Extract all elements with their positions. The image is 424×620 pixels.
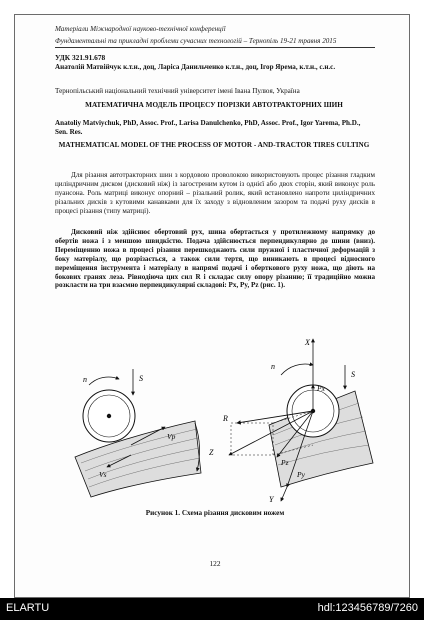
label-y: Y bbox=[269, 495, 274, 504]
udc-code: УДК 321.91.678 bbox=[55, 53, 106, 62]
figure-caption: Рисунок 1. Схема різання дисковим ножем bbox=[145, 509, 285, 517]
running-header-conference: Матеріали Міжнародної науково-технічної конференції bbox=[55, 25, 226, 33]
label-px: Px bbox=[317, 384, 325, 393]
label-x: X bbox=[305, 338, 310, 347]
label-n-right: n bbox=[271, 362, 275, 371]
label-vs: Vs bbox=[99, 470, 107, 479]
label-n-left: n bbox=[83, 375, 87, 384]
label-z: Z bbox=[209, 448, 214, 457]
axis-y bbox=[281, 487, 287, 501]
running-header-topic: Фундаментальні та прикладні проблеми сучасних технологій – Тернопіль 19-21 травня 2015 bbox=[55, 37, 337, 45]
rotation-arrow-right bbox=[281, 364, 313, 375]
title-english: MATHEMATICAL MODEL OF THE PROCESS OF MOTOR - AND-TRACTOR TIRES CULTING bbox=[58, 141, 370, 149]
footer-bar bbox=[0, 598, 424, 620]
paper-page bbox=[14, 14, 410, 598]
cutting-scheme-drawing bbox=[55, 337, 375, 505]
cutting-scheme-figure bbox=[55, 337, 375, 505]
body-paragraph-2: Дисковий ніж здійснює обертовий рух, шина обертається у протилежному напрямку до обертів ножа і з меншою швидкістю. Подача здійснюється перпендикулярно до шини (вниз). Переміщенню ножа в процесі різання перешкоджають сили пружної і пластичної деформацій з боку матеріалу, що розрізається, а також сили тертя, що виникають в процесі відносного переміщення інструмента і матеріалу в напрямі подачі і оберткового руху ножа, що діють на бокових гранях леза. Рівнодіюча цих сил R і складає силу опору різанню; її традиційно можна розкласти на три взаємно перпендикулярні складові: Px, Py, Pz (рис. 1). bbox=[55, 228, 375, 290]
rotation-arrow-left bbox=[89, 377, 119, 385]
left-scheme bbox=[75, 369, 201, 497]
affiliation: Тернопільський національний технічний університет імені Івана Пулюя, Україна bbox=[55, 87, 300, 95]
label-s-right: S bbox=[351, 370, 355, 379]
right-scheme bbox=[209, 338, 373, 504]
label-s-left: S bbox=[139, 374, 143, 383]
label-pz: Pz bbox=[281, 458, 289, 467]
label-vp: Vp bbox=[167, 432, 176, 441]
label-r: R bbox=[223, 414, 228, 423]
header-rule bbox=[55, 47, 375, 48]
page-number: 122 bbox=[209, 559, 221, 568]
footer-handle[interactable]: hdl:123456789/7260 bbox=[317, 602, 418, 614]
title-ukrainian: МАТЕМАТИЧНА МОДЕЛЬ ПРОЦЕСУ ПОРІЗКИ АВТОТРАКТОРНИХ ШИН bbox=[85, 101, 343, 109]
authors-english: Anatoliy Matviychuk, PhD, Assoc. Prof., Larisa Danulchenko, PhD, Assoc. Prof., Igor Yarema, Ph.D., Sen. Res. bbox=[55, 119, 361, 136]
body-paragraph-1: Для різання автотракторних шин з кордовою проволокою використовують процес різання гладким циліндричним диском (дисковий ніж) із загостреним кутом із однієї або двох сторін, який виконує роль пуансона. Роль матриці виконує опорний – різальний ролик, який встановлено напроти циліндричних різальних дисків з кутовими канавками для їх заходу з відновленим зазором та подачі руху дисків в процесі різання (типу матриці). bbox=[55, 171, 375, 215]
label-py: Py bbox=[297, 470, 305, 479]
footer-repository[interactable]: ELARTU bbox=[6, 602, 50, 614]
authors-ukrainian: Анатолій Матвійчук к.т.н., доц, Ларіса Данильченко к.т.н., доц, Ігор Ярема, к.т.н., с.н.с. bbox=[55, 63, 336, 71]
